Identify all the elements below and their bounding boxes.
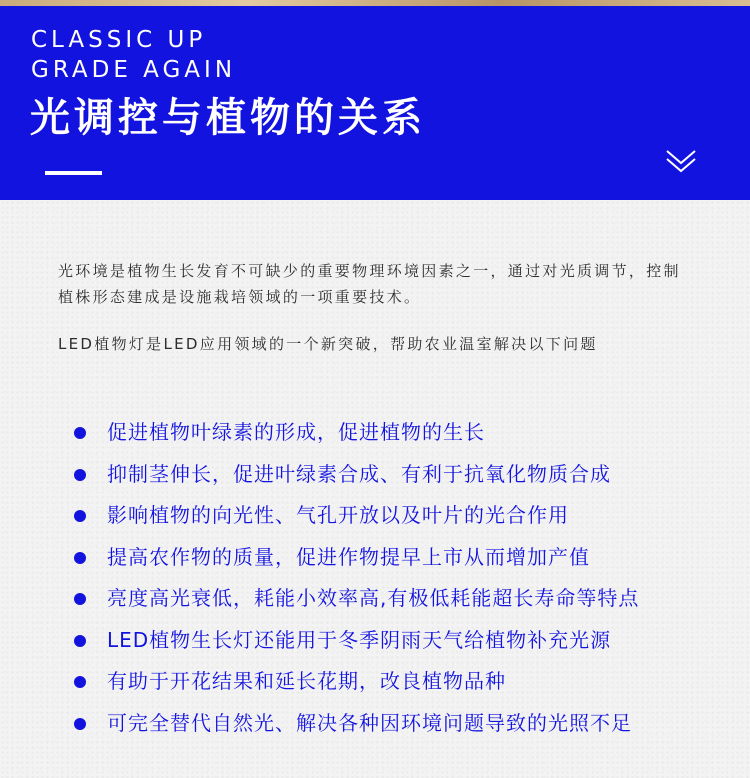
bullet-dot-icon: [74, 469, 86, 481]
bullet-dot-icon: [74, 552, 86, 564]
english-heading-line-1: CLASSIC UP: [31, 27, 207, 53]
english-heading-line-2: GRADE AGAIN: [31, 57, 237, 83]
bullet-dot-icon: [74, 718, 86, 730]
intro-paragraph-led: LED植物灯是LED应用领域的一个新突破，帮助农业温室解决以下问题: [58, 335, 598, 353]
benefit-text: 提高农作物的质量，促进作物提早上市从而增加产值: [107, 544, 590, 569]
title-underline: [45, 171, 102, 175]
bullet-dot-icon: [74, 593, 86, 605]
double-chevron-down-icon: [665, 148, 697, 174]
bullet-dot-icon: [74, 676, 86, 688]
benefit-text: 抑制茎伸长，促进叶绿素合成、有利于抗氧化物质合成: [107, 461, 611, 486]
page-title: 光调控与植物的关系: [30, 95, 426, 141]
bullet-dot-icon: [74, 510, 86, 522]
benefit-text: 促进植物叶绿素的形成，促进植物的生长: [107, 420, 485, 444]
benefit-text: 影响植物的向光性、气孔开放以及叶片的光合作用: [107, 503, 569, 527]
benefit-text: 有助于开花结果和延长花期，改良植物品种: [107, 669, 506, 693]
header-banner: [0, 0, 750, 200]
intro-paragraph-environment: 光环境是植物生长发育不可缺少的重要物理环境因素之一，通过对光质调节，控制植株形态建成是设施栽培领域的一项重要技术。: [58, 262, 681, 306]
benefit-text: LED植物生长灯还能用于冬季阴雨天气给植物补充光源: [107, 627, 612, 652]
bullet-dot-icon: [74, 635, 86, 647]
benefit-text: 亮度高光衰低，耗能小效率高,有极低耗能超长寿命等特点: [107, 586, 640, 610]
decorative-top-strip: [0, 0, 750, 6]
benefit-text: 可完全替代自然光、解决各种因环境问题导致的光照不足: [107, 710, 632, 735]
bullet-dot-icon: [74, 427, 86, 439]
